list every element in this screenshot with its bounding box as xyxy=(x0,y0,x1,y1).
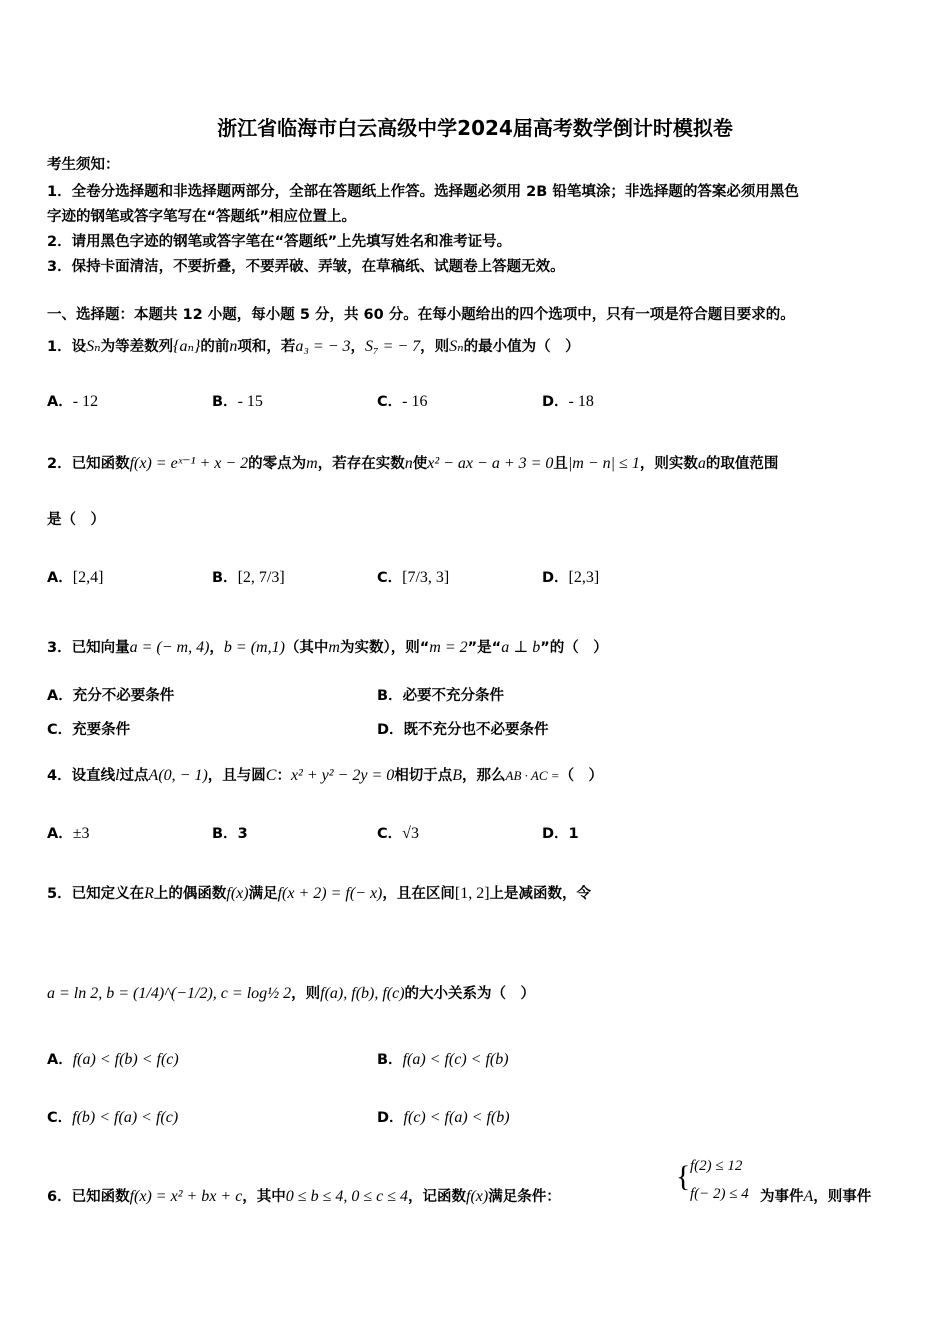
option-letter: B． xyxy=(377,1052,403,1068)
q6-text: ，记函数 xyxy=(408,1189,467,1205)
q1-math: {aₙ} xyxy=(173,338,201,355)
q5-math: a = ln 2, b = (1/4)^(−1/2), c = log½ 2 xyxy=(47,985,292,1002)
option-letter: D． xyxy=(542,570,569,586)
q4-math: A(0, − 1) xyxy=(148,767,208,784)
option-value: 1 xyxy=(568,826,579,842)
q3-option-a xyxy=(47,684,174,705)
q4-text: 过点 xyxy=(119,768,149,784)
question-1 xyxy=(47,335,580,356)
q3-math: a = (− m, 4) xyxy=(129,639,210,656)
q1-math: a₃ = − 3 xyxy=(295,338,351,355)
q1-math: S₇ = − 7 xyxy=(365,338,421,355)
q3-text: 为实数），则“ xyxy=(339,640,430,656)
q5-option-a xyxy=(47,1048,179,1069)
q2-text: ，则实数 xyxy=(639,456,698,472)
q3-text: 3．已知向量 xyxy=(47,640,130,656)
option-letter: A． xyxy=(47,570,73,586)
q4-math: x² + y² − 2y = 0 xyxy=(290,767,395,784)
q3-text: ”是“ xyxy=(467,640,502,656)
q1-option-b xyxy=(212,390,263,411)
option-value: 既不充分也不必要条件 xyxy=(403,722,549,738)
notice-heading: 考生须知： xyxy=(47,157,120,173)
q2-option-d xyxy=(542,566,599,587)
q1-text: 项和，若 xyxy=(237,339,296,355)
q3-math: m = 2 xyxy=(429,639,468,656)
q5-text: 5．已知定义在 xyxy=(47,886,145,902)
q6-text: 6．已知函数 xyxy=(47,1189,130,1205)
option-letter: A． xyxy=(47,1052,73,1068)
q5-text: ，则 xyxy=(291,986,321,1002)
option-letter: B． xyxy=(212,570,238,586)
q2-math: x² − ax − a + 3 = 0 xyxy=(427,455,554,472)
q4-text: 相切于点 xyxy=(394,768,453,784)
option-value: [2,4] xyxy=(72,569,104,586)
option-letter: C． xyxy=(377,394,403,410)
option-letter: D． xyxy=(542,826,569,842)
q1-math: Sₙ xyxy=(86,338,101,355)
q1-text: 的最小值为（ ） xyxy=(463,339,580,355)
option-letter: D． xyxy=(542,394,569,410)
q1-text: 1．设 xyxy=(47,339,87,355)
q2-option-b xyxy=(212,566,285,587)
option-letter: C． xyxy=(47,722,73,738)
page-title: 浙江省临海市白云高级中学2024届高考数学倒计时模拟卷 xyxy=(217,116,733,140)
q5-math: f(x) xyxy=(226,885,249,902)
q3-math: m xyxy=(328,639,340,656)
q3-text: ”的（ ） xyxy=(540,640,608,656)
q1-text: ， xyxy=(350,339,366,355)
option-letter: A． xyxy=(47,688,73,704)
q4-math: l xyxy=(115,767,120,784)
brace-icon: { xyxy=(676,1160,691,1193)
option-letter: D． xyxy=(377,1110,404,1126)
q1-text: 的前 xyxy=(200,339,230,355)
question-6-tail xyxy=(760,1185,871,1206)
q5-text: 上的偶函数 xyxy=(153,886,227,902)
option-value: 充分不必要条件 xyxy=(72,688,175,704)
q5-math: [1, 2] xyxy=(454,885,490,902)
q1-text: ，则 xyxy=(420,339,450,355)
q6-math: 0 ≤ b ≤ 4, 0 ≤ c ≤ 4 xyxy=(285,1188,409,1205)
q2-text: 2．已知函数 xyxy=(47,456,130,472)
q1-option-a xyxy=(47,390,98,411)
q4-option-b xyxy=(212,822,248,843)
q6-math: f(x) xyxy=(466,1188,489,1205)
question-5 xyxy=(47,882,591,903)
option-value: 必要不充分条件 xyxy=(402,688,505,704)
q3-option-b xyxy=(377,684,504,705)
q5-text: 的大小关系为（ ） xyxy=(404,986,536,1002)
option-letter: A． xyxy=(47,394,73,410)
q5-math: R xyxy=(144,885,154,902)
option-value: - 16 xyxy=(402,393,428,410)
option-value: f(a) < f(c) < f(b) xyxy=(402,1051,509,1068)
q4-text: ，且与圆 xyxy=(207,768,266,784)
option-letter: B． xyxy=(212,826,238,842)
question-4 xyxy=(47,764,603,785)
q5-text: 满足 xyxy=(248,886,278,902)
q4-option-a xyxy=(47,822,90,843)
q5-option-c xyxy=(47,1106,178,1127)
q2-text: ，若存在实数 xyxy=(317,456,405,472)
notice-line-4: 3．保持卡面清洁，不要折叠，不要弄破、弄皱，在草稿纸、试题卷上答题无效。 xyxy=(47,259,565,275)
q3-option-c xyxy=(47,718,130,739)
section-heading: 一、选择题：本题共 12 小题，每小题 5 分，共 60 分。在每小题给出的四个选项中，只有一项是符合题目要求的。 xyxy=(47,307,795,323)
q4-math: B xyxy=(452,767,463,784)
q6-text: 满足条件： xyxy=(488,1189,561,1205)
q1-option-d xyxy=(542,390,594,411)
option-value: - 12 xyxy=(72,393,99,410)
q4-text: ： xyxy=(276,768,291,784)
q4-text: 4．设直线 xyxy=(47,768,116,784)
option-letter: D． xyxy=(377,722,404,738)
option-value: f(a) < f(b) < f(c) xyxy=(72,1051,179,1068)
q6-condition-1: f(2) ≤ 12 xyxy=(690,1158,743,1174)
q1-math: n xyxy=(229,338,238,355)
option-value: - 15 xyxy=(237,393,263,410)
q3-math: a ⊥ b xyxy=(501,639,541,656)
option-value: [7/3, 3] xyxy=(402,569,450,586)
q6-math: A xyxy=(803,1188,814,1205)
option-value: f(c) < f(a) < f(b) xyxy=(403,1109,510,1126)
q1-math: Sₙ xyxy=(449,338,464,355)
q3-option-d xyxy=(377,718,549,739)
q2-math: m xyxy=(306,455,318,472)
option-value: [2,3] xyxy=(568,569,600,586)
q1-option-c xyxy=(377,390,427,411)
option-value: - 18 xyxy=(568,393,594,410)
question-5-line-2 xyxy=(47,982,535,1003)
q2-option-c xyxy=(377,566,449,587)
q5-math: f(a), f(b), f(c) xyxy=(320,985,405,1002)
notice-line-2: 字迹的钢笔或答字笔写在“答题纸”相应位置上。 xyxy=(47,209,357,225)
q3-text: ， xyxy=(209,640,224,656)
q4-text: （ ） xyxy=(559,768,604,784)
q2-math: a xyxy=(697,455,706,472)
q5-option-d xyxy=(377,1106,510,1127)
option-letter: A． xyxy=(47,826,73,842)
q6-text: ，其中 xyxy=(242,1189,286,1205)
q3-text: （其中 xyxy=(284,640,329,656)
q2-text: 且 xyxy=(553,456,568,472)
option-letter: C． xyxy=(377,570,403,586)
q6-condition-2: f(− 2) ≤ 4 xyxy=(690,1186,749,1202)
q3-math: b = (m,1) xyxy=(223,639,285,656)
notice-line-1: 1．全卷分选择题和非选择题两部分，全部在答题纸上作答。选择题必须用 2B 铅笔填涂；非选择题的答案必须用黑色 xyxy=(47,184,799,200)
option-value: ±3 xyxy=(72,825,90,842)
notice-line-3: 2．请用黑色字迹的钢笔或答字笔在“答题纸”上先填写姓名和准考证号。 xyxy=(47,234,512,250)
q6-math: f(x) = x² + bx + c xyxy=(129,1188,243,1205)
q2-math: f(x) = eˣ⁻¹ + x − 2 xyxy=(129,455,249,472)
option-letter: B． xyxy=(212,394,238,410)
q4-math: AB · AC = xyxy=(505,768,560,783)
option-value: 3 xyxy=(237,826,248,842)
q5-text: 上是减函数，令 xyxy=(489,886,592,902)
option-letter: C． xyxy=(377,826,403,842)
option-letter: C． xyxy=(47,1110,73,1126)
q5-text: ，且在区间 xyxy=(382,886,455,902)
option-letter: B． xyxy=(377,688,403,704)
q4-text: ，那么 xyxy=(462,768,506,784)
q2-text: 的取值范围 xyxy=(705,456,779,472)
q5-math: f(x + 2) = f(− x) xyxy=(277,885,383,902)
question-6 xyxy=(47,1185,561,1206)
q6-text: ，则事件 xyxy=(813,1189,872,1205)
option-value: √3 xyxy=(402,825,419,842)
option-value: f(b) < f(a) < f(c) xyxy=(72,1109,179,1126)
q6-text: 为事件 xyxy=(760,1189,804,1205)
q4-option-c xyxy=(377,822,419,843)
question-3 xyxy=(47,636,608,657)
question-2 xyxy=(47,452,778,473)
q2-math: |m − n| ≤ 1 xyxy=(567,455,640,472)
option-value: 充要条件 xyxy=(72,722,131,738)
q2-option-a xyxy=(47,566,103,587)
q2-math: n xyxy=(404,455,413,472)
q2-text: 使 xyxy=(412,456,428,472)
q4-option-d xyxy=(542,822,579,843)
q1-text: 为等差数列 xyxy=(100,339,174,355)
option-value: [2, 7/3] xyxy=(237,569,285,586)
q2-text: 的零点为 xyxy=(248,456,307,472)
q2-continuation: 是（ ） xyxy=(47,512,105,528)
q4-math: C xyxy=(265,767,277,784)
q5-option-b xyxy=(377,1048,509,1069)
